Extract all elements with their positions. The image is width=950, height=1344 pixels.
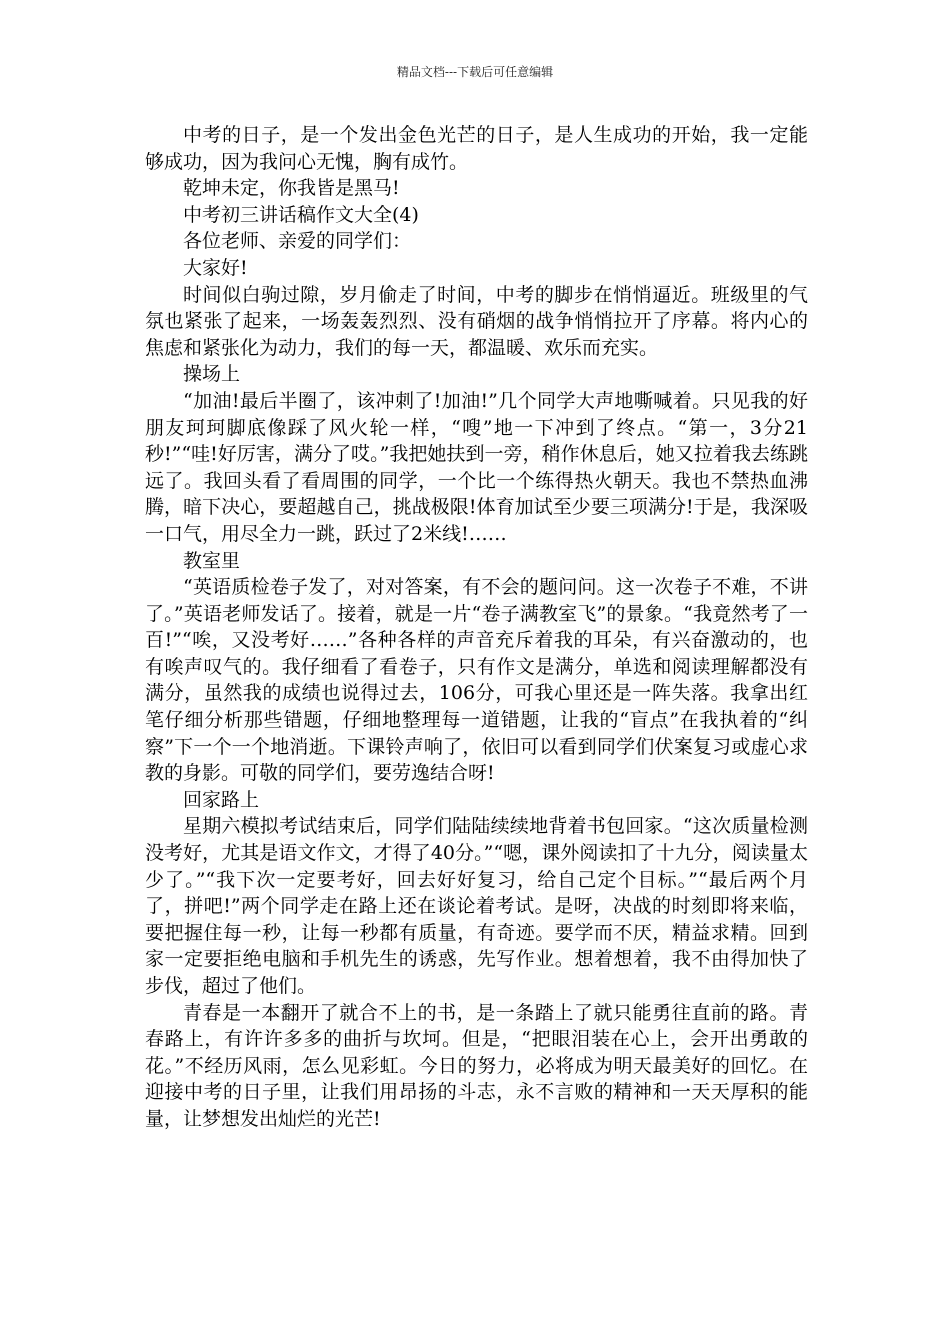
essay-title: 中考初三讲话稿作文大全(4) bbox=[183, 203, 419, 226]
greeting: 大家好! bbox=[183, 256, 248, 279]
paragraph-intro: 时间似白驹过隙，岁月偷走了时间，中考的脚步在悄悄逼近。班级里的气氛也紧张了起来，一场轰轰烈烈、没有硝烟的战争悄悄拉开了序幕。将内心的焦虑和紧张化为动力，我们的每一天，都温暖、欢乐而充实。 bbox=[145, 283, 808, 359]
paragraph-1: 中考的日子，是一个发出金色光芒的日子，是人生成功的开始，我一定能够成功，因为我问心无愧，胸有成竹。 bbox=[145, 124, 808, 173]
paragraph-way-home: 星期六模拟考试结束后，同学们陆陆续续地背着书包回家。“这次质量检测没考好，尤其是语文作文，才得了40分。”“嗯，课外阅读扣了十九分，阅读量太少了。”“我下次一定要考好，回去好好复习，给自己定个目标。”“最后两个月了，拼吧!”两个同学走在路上还在谈论着考试。是呀，决战的时刻即将来临，要把握住每一秒，让每一秒都有质量，有奇迹。要学而不厌，精益求精。回到家一定要拒绝电脑和手机先生的诱惑，先写作业。想着想着，我不由得加快了步伐，超过了他们。 bbox=[145, 815, 808, 997]
paragraph-classroom: “英语质检卷子发了，对对答案，有不会的题问问。这一次卷子不难，不讲了。”英语老师发话了。接着，就是一片“卷子满教室飞”的景象。“我竟然考了一百!”“唉，又没考好……”各种各样的声音充斥着我的耳朵，有兴奋激动的，也有唉声叹气的。我仔细看了看卷子，只有作文是满分，单选和阅读理解都没有满分，虽然我的成绩也说得过去，106分，可我心里还是一阵失落。我拿出红笔仔细分析那些错题，仔细地整理每一道错题，让我的“盲点”在我执着的“纠察”下一个一个地消逝。下课铃声响了，依旧可以看到同学们伏案复习或虚心求教的身影。可敬的同学们，要劳逸结合呀! bbox=[145, 576, 808, 785]
section-heading-playground: 操场上 bbox=[183, 363, 241, 386]
document-body bbox=[145, 122, 808, 1133]
paragraph-2: 乾坤未定，你我皆是黑马! bbox=[183, 177, 400, 200]
paragraph-conclusion: 青春是一本翻开了就合不上的书，是一条踏上了就只能勇往直前的路。青春路上，有许许多多的曲折与坎坷。但是，“把眼泪装在心上，会开出勇敢的花。”不经历风雨，怎么见彩虹。今日的努力，必将成为明天最美好的回忆。在迎接中考的日子里，让我们用昂扬的斗志，永不言败的精神和一天天厚积的能量，让梦想发出灿烂的光芒! bbox=[145, 1001, 808, 1130]
page-header: 精品文档---下载后可任意编辑 bbox=[396, 65, 554, 79]
paragraph-playground: “加油!最后半圈了，该冲刺了!加油!”几个同学大声地嘶喊着。只见我的好朋友珂珂脚底像踩了风火轮一样，“嗖”地一下冲到了终点。“第一，3分21秒!”“哇!好厉害，满分了哎。”我把她扶到一旁，稍作休息后，她又拉着我去练跳远了。我回头看了看周围的同学，一个比一个练得热火朝天。我也不禁热血沸腾，暗下决心，要超越自己，挑战极限!体育加试至少要三项满分!于是，我深吸一口气，用尽全力一跳，跃过了2米线!…… bbox=[145, 389, 808, 545]
section-heading-way-home: 回家路上 bbox=[183, 788, 260, 811]
section-heading-classroom: 教室里 bbox=[183, 549, 241, 572]
salutation: 各位老师、亲爱的同学们： bbox=[183, 230, 412, 253]
